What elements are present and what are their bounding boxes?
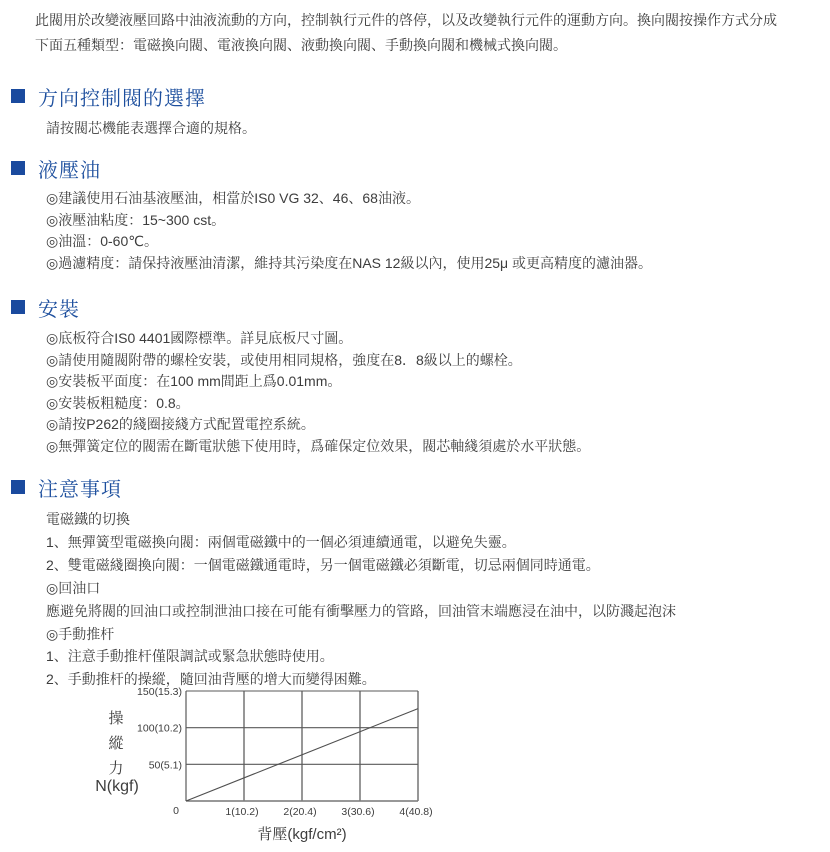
svg-text:0: 0: [173, 805, 179, 817]
svg-text:1(10.2): 1(10.2): [225, 806, 259, 818]
bullet-line: 電磁鐵的切換: [46, 511, 130, 527]
svg-text:3(30.6): 3(30.6): [341, 806, 375, 818]
bullet-line: ◎安裝板粗糙度：0.8。: [46, 394, 190, 411]
svg-text:50(5.1): 50(5.1): [148, 759, 182, 772]
svg-text:100(10.2): 100(10.2): [137, 722, 182, 735]
operating-force-chart: [80, 685, 480, 852]
bullet-line: ◎回油口: [46, 579, 101, 596]
section-header: [11, 84, 830, 108]
bullet-line: 1、無彈簧型電磁換向閥：兩個電磁鐵中的一個必須連續通電，以避免失靈。: [46, 533, 516, 550]
line-chart-svg: [80, 685, 480, 852]
bullet-line: ◎油溫：0-60℃。: [46, 233, 158, 250]
intro-line-1: 此閥用於改變液壓回路中油液流動的方向，控制執行元件的啓停，以及改變執行元件的運動方向。換向閥按操作方式分成: [35, 12, 777, 28]
section-square-icon: [11, 161, 25, 175]
section-square-icon: [11, 300, 25, 314]
bullet-line: 1、注意手動推杆僅限調試或緊急狀態時使用。: [46, 648, 334, 665]
section-title: 液壓油: [38, 159, 101, 182]
section-title: 方向控制閥的選擇: [38, 87, 206, 110]
svg-text:背壓(kgf/cm²): 背壓(kgf/cm²): [257, 826, 347, 843]
svg-text:4(40.8): 4(40.8): [399, 806, 433, 818]
section-installation: [0, 295, 830, 457]
svg-text:力: 力: [108, 760, 124, 777]
section-header: [11, 156, 830, 180]
section-hydraulic-oil: [0, 156, 830, 275]
svg-text:縱: 縱: [108, 735, 124, 752]
bullet-line: ◎無彈簧定位的閥需在斷電狀態下使用時，爲確保定位效果，閥芯軸綫須處於水平狀態。: [46, 437, 591, 454]
bullet-line: 2、雙電磁綫圈換向閥：一個電磁鐵通電時，另一個電磁鐵必須斷電，切忌兩個同時通電。: [46, 556, 600, 573]
svg-text:150(15.3): 150(15.3): [137, 686, 182, 698]
bullet-line: ◎底板符合IS0 4401國際標準。詳見底板尺寸圖。: [46, 330, 353, 346]
intro-paragraph: [35, 8, 795, 58]
section-header: [11, 475, 830, 499]
section-square-icon: [11, 89, 25, 103]
bullet-line: ◎過濾精度：請保持液壓油清潔，維持其污染度在NAS 12級以內，使用25μ 或更高精度的濾油器。: [46, 255, 652, 272]
bullet-line: ◎建議使用石油基液壓油，相當於IS0 VG 32、46、68油液。: [46, 190, 420, 206]
section-title: 注意事項: [38, 478, 122, 501]
section-square-icon: [11, 480, 25, 494]
svg-text:2(20.4): 2(20.4): [283, 806, 317, 818]
svg-text:操: 操: [108, 710, 124, 727]
bullet-line: ◎請使用隨閥附帶的螺栓安裝，或使用相同規格，強度在8．8級以上的螺栓。: [46, 351, 522, 368]
section-precautions: [0, 475, 830, 691]
svg-text:N(kgf): N(kgf): [95, 778, 139, 795]
bullet-line: 2、手動推杆的操縱，隨回油背壓的增大而變得困難。: [46, 671, 376, 688]
bullet-line: ◎液壓油粘度：15~300 cst。: [46, 211, 226, 228]
section-header: [11, 295, 830, 319]
bullet-line: ◎手動推杆: [46, 625, 115, 642]
bullet-line: ◎安裝板平面度：在100 mm間距上爲0.01mm。: [46, 373, 342, 389]
section-valve-selection: [0, 84, 830, 139]
section-title: 安裝: [38, 298, 80, 321]
bullet-line: 應避免將閥的回油口或控制泄油口接在可能有衝擊壓力的管路，回油管末端應浸在油中，以防濺起泡沫: [46, 602, 676, 619]
intro-line-2: 下面五種類型：電磁換向閥、電液換向閥、液動換向閥、手動換向閥和機械式換向閥。: [35, 37, 567, 53]
bullet-line: ◎請按P262的綫圈接綫方式配置電控系統。: [46, 416, 315, 432]
bullet-line: 請按閥芯機能表選擇合適的規格。: [46, 120, 256, 136]
